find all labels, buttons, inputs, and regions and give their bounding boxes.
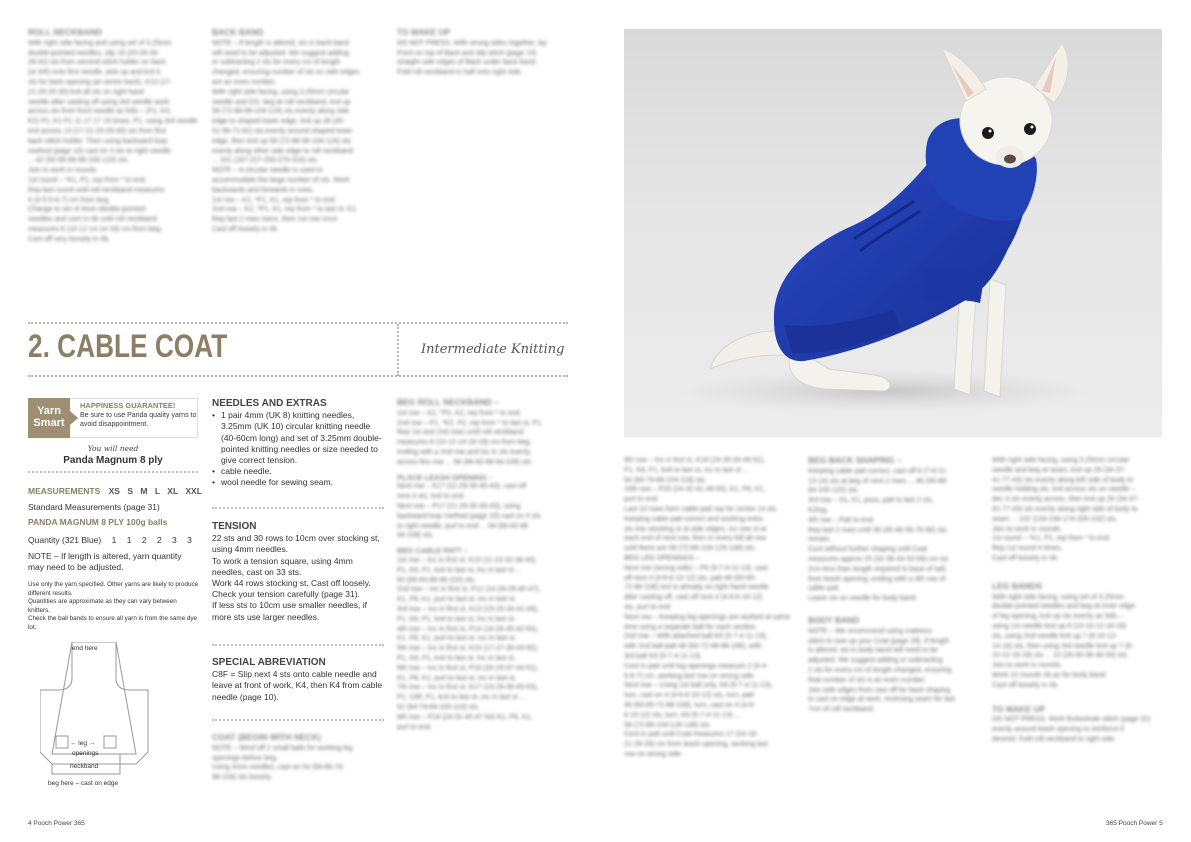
text-line: using 1st needle knit up 8 (10-10-12-16-18) <box>992 622 1127 630</box>
text-line: needles and cont in rib until roll neckband <box>28 216 157 224</box>
leash-heading: PLACE LEASH OPENING – <box>397 472 493 482</box>
roll-neckband-section <box>28 28 200 245</box>
quantity-l: 2 <box>156 535 162 545</box>
text-line: evenly along other side edge to roll neckband <box>212 147 353 155</box>
size-xs: XS <box>108 486 120 496</box>
diagram-openings: openings <box>72 750 99 757</box>
text-line: is altered, sts in body band will need to be <box>808 647 938 655</box>
text-line: With right side facing and using set of 3.25mm <box>28 39 172 47</box>
back-shaping-section <box>808 456 980 715</box>
text-line: K2) P1, K1 P1 11 17 17 19 times. P1, using 3rd needle <box>28 118 198 126</box>
text-line: 1st row – Inc in first st, K10 (11-23-32-38-40), <box>397 556 538 564</box>
text-line: Keeping cable patt correct and working extra <box>624 515 763 523</box>
text-line: turn, cast on 4 (4-6-6-10-12) sts, turn, patt <box>624 692 754 700</box>
back-shaping-heading: BEG BACK SHAPING – <box>808 455 902 465</box>
text-line: 14-16) sts, then using 3rd needle knit up 7 (8- <box>992 642 1134 650</box>
text-line: Cont in patt until Coat measures 17 (24-18- <box>624 731 759 739</box>
text-line: 84-100-120) sts. <box>808 487 859 495</box>
text-line: Cast off very loosely in rib. <box>28 235 110 243</box>
tension-text-3: Work 44 rows stocking st. Cast off loosely. <box>212 578 371 589</box>
text-line: after casting off, cast off next 4 (4-6-6-10-12) <box>624 594 763 602</box>
text-line: P1, C8F, P1, knit to last st, inc in last st ... <box>397 694 526 702</box>
coat-diagram <box>40 642 200 792</box>
body-band-text <box>808 627 980 715</box>
body-band-cont-text <box>992 456 1164 564</box>
text-line: Next row (wrong side) – P6 (5-7-4-11-13), cast <box>624 564 768 572</box>
text-line: 98-104) sts loosely. <box>212 774 273 782</box>
text-line: purl to end. <box>624 496 660 504</box>
quantity-xl: 3 <box>172 535 177 545</box>
to-make-up-text <box>397 39 569 78</box>
body-band-heading: BODY BAND <box>808 614 860 625</box>
text-line: Keeping cable patt correct, cast off 6 (7-8-11- <box>808 467 948 475</box>
text-line: Join to work in rounds. <box>992 662 1063 670</box>
text-line: DO NOT PRESS. With wrong sides together, lay <box>397 39 548 47</box>
text-line: Join to work in rounds. <box>28 167 99 175</box>
tension-section <box>212 521 384 623</box>
diagram-leg-openings: ← leg → <box>70 740 96 747</box>
text-line: Rep last 2 rows twice, then 1st row once. <box>212 216 340 224</box>
back-band-text <box>212 39 384 235</box>
needles-separator <box>212 507 384 509</box>
text-line: Join side edges from cast off for back shaping <box>808 686 951 694</box>
text-line: 1st round – *K1, P1, rep from * to end. <box>28 176 147 184</box>
text-line: 1st row – K1, *P1, K1, rep from * to end. <box>212 196 337 204</box>
yarn-smart-line2: Smart <box>33 417 65 429</box>
text-line: measures 8 (10-12-14-16-18) cm from beg, <box>397 439 532 447</box>
leg-opening-right <box>104 736 116 748</box>
text-line: dec 4 sts evenly across, then knit up 26 (34-37- <box>992 496 1140 504</box>
text-line: P1, K8, P1, knit to last st, inc in last st ... <box>397 566 522 574</box>
needles-item-2: • cable needle. <box>212 466 384 477</box>
to-make-up-section <box>397 28 569 78</box>
yarn-note-3: Check the ball bands to ensure all yarn is from the same dye lot. <box>28 615 198 631</box>
text-line: 2 sts for every cm of length changed, ensuring <box>808 666 952 674</box>
text-line: 2nd row – With attached ball K6 (5-7-4-11-13), <box>624 633 768 641</box>
text-line: measures 8 (10-12-14-14-16) cm from beg. <box>28 225 163 233</box>
back-band-section <box>212 28 384 235</box>
happiness-guarantee <box>80 401 198 430</box>
needles-heading: NEEDLES AND EXTRAS <box>212 398 327 409</box>
text-line: BEG LEG OPENINGS – <box>624 554 700 562</box>
text-line: to right needle, purl to end ... 58 (66-82-86 <box>397 522 529 530</box>
text-line: 72-88-108) incl st already on right hand needle <box>624 584 769 592</box>
text-line: 13-14) sts at beg of next 2 rows ... 46 (58-68- <box>808 477 949 485</box>
text-line: purl to end. <box>397 723 433 731</box>
yarn-smart-badge <box>28 398 70 438</box>
text-line: backwards and forwards in rows. <box>212 186 314 194</box>
text-line: needle after casting off using 3rd needle work <box>28 98 170 106</box>
text-line: back stitch holder. Then using backward loop <box>28 137 168 145</box>
size-m: M <box>140 486 148 496</box>
page-title: 2. CABLE COAT <box>28 328 228 364</box>
text-line: Leave sts on needle for body band. <box>808 595 918 603</box>
text-line: K1, P8, K1, purl to last st, inc in last st. <box>397 596 517 604</box>
text-line: Next row – Keeping leg openings are worked at same <box>624 613 791 621</box>
diagram-neckband: neckband <box>70 763 99 770</box>
text-line: stitch to sew up your Coat (page 29). If length <box>808 637 950 645</box>
text-line: across sts from front needle as folls – (P1, K3, <box>28 108 172 116</box>
text-line: from leash opening, ending with a 4th row of <box>808 575 946 583</box>
quantity-s: 1 <box>126 535 132 545</box>
text-line: off next 4 (4-6-6-10-12) sts, patt 46 (60-80- <box>624 574 757 582</box>
leg-bands-heading: LEG BANDS <box>992 580 1043 591</box>
text-line: adjusted. We suggest adding or subtracting <box>808 657 943 665</box>
text-line: NOTE – A circular needle is used to <box>212 167 323 175</box>
title-bottom-rule <box>28 375 568 377</box>
footer-left: 4 Pooch Power 365 <box>28 820 85 827</box>
text-line: K2tog. <box>808 506 829 514</box>
text-line: 54 (66-79-86-104-118) sts. <box>624 476 707 484</box>
size-xxl: XXL <box>185 486 202 496</box>
leg-openings-section <box>624 456 796 760</box>
yarn-separator <box>28 471 198 473</box>
text-line: Next row – P17 (21-29-30-40-43), using <box>397 502 521 510</box>
yarn-note-2: Quantities are approximate as they can vary between knitters. <box>28 598 177 614</box>
special-separator <box>212 719 384 721</box>
leg-openings-text <box>624 456 796 760</box>
cable-heading: BEG CABLE PATT – <box>397 546 468 556</box>
text-line: double-pointed needles and beg at inner edge <box>992 603 1135 611</box>
text-line: double-pointed needles, slip 16 (20-26-26- <box>28 49 160 57</box>
text-line: needle holding sts, knit across sts on needle – <box>992 486 1136 494</box>
make-up-heading: TO MAKE UP <box>992 703 1046 714</box>
tension-text-2: To work a tension square, using 4mm needles, cast on 33 sts. <box>212 555 353 577</box>
text-line: 3rd row – S1, K1, psso, patt to last 2 sts, <box>808 497 934 505</box>
text-line: final number of sts is an even number. <box>808 676 927 684</box>
text-line: ending with a 2nd row and inc in sts evenly <box>397 448 531 456</box>
special-section <box>212 657 384 703</box>
roll-neckband-text <box>28 39 200 245</box>
text-line: Cast off loosely in rib. <box>212 225 279 233</box>
roll-neckband-heading: ROLL NECKBAND <box>28 27 102 37</box>
measurements-label: MEASUREMENTS <box>28 486 101 496</box>
text-line: with 2nd ball patt 48 (60-72-98-88-108), with <box>624 643 762 651</box>
text-line: will need to be adjusted. We suggest adding <box>212 49 349 57</box>
text-line: next 4 sts, knit to end. <box>397 493 466 501</box>
quantity-xxl: 3 <box>187 535 192 545</box>
text-line: 10-12-16-18) sts ... 22 (26-30-36-46-54) sts. <box>992 652 1129 660</box>
text-line: Cast off loosely in rib. <box>992 554 1059 562</box>
text-line: Fold roll neckband in half onto right side. <box>397 69 523 77</box>
text-line: Using 4mm needles, cast on 54 (66-86-76- <box>212 764 345 772</box>
needles-section <box>212 398 384 489</box>
text-line: remain. <box>808 536 832 544</box>
yarn-smart-line1: Yarn <box>37 405 61 417</box>
text-line: across this row ... 58 (66-82-86-94-108) sts. <box>397 458 533 466</box>
text-line: straight side edges of Back under back band. <box>397 59 538 67</box>
coat-heading: COAT (BEGIN WITH NECK) <box>212 732 321 742</box>
tension-text-4: Check your tension carefully (page 31). <box>212 589 360 600</box>
text-line: 10th row – P20 (24-32-41-48-55), K1, P8, K1, <box>624 486 766 494</box>
neckband-heading: BEG ROLL NECKBAND – <box>397 397 499 407</box>
text-line: 6-10-12) sts, turn, K6 (5-7-4-11-13) ... <box>624 711 741 719</box>
text-line: 6th row – Inc in first st, P16 (20-29-37-44-51), <box>397 664 539 672</box>
text-line: 41-77-43) sts evenly along left side of body to <box>992 476 1134 484</box>
happiness-text: Be sure to use Panda quality yarns to avoid disappointment. <box>80 411 197 428</box>
to-make-up-heading: TO MAKE UP <box>397 27 451 37</box>
text-line: 2cm less than length required to base of tail) <box>808 565 946 573</box>
text-line: or subtracting 2 sts for every cm of length <box>212 59 341 67</box>
text-line: Last 10 rows form cable patt rep for centre 14 sts. <box>624 505 779 513</box>
text-line: time using a separate ball for each section. <box>624 623 758 631</box>
text-line: 46 (60-80-72-88-108), turn, cast on 4 (4-6- <box>624 701 756 709</box>
text-line: Work 10 rounds rib as for body band. <box>992 671 1108 679</box>
dog-photo <box>624 29 1162 437</box>
diagram-end-here: end here <box>72 645 98 652</box>
text-line: Front on top of Back and slip stitch (page 10) <box>397 49 537 57</box>
yarn-note-1: Use only the yarn specified. Other yarns are likely to produce different results. <box>28 581 199 597</box>
text-line: to cast on edge at neck, reversing seam for last <box>808 696 956 704</box>
text-line: method (page 10) cast on 3 sts to right needle <box>28 147 171 155</box>
leg-bands-text <box>992 593 1164 691</box>
text-line: ... 151 (187-227-255-279-316) sts. <box>212 157 319 165</box>
text-line: 51-56-71-81) sts evenly around shaped lower <box>212 127 353 135</box>
size-xl: XL <box>167 486 179 496</box>
text-line: 2nd row – Inc in first st, P12 (14-29-29-40-47), <box>397 586 541 594</box>
leg-bands-section <box>992 456 1164 745</box>
size-s: S <box>127 486 134 496</box>
text-line: measures approx 25 (32-36-43-53-56) cm (or <box>808 555 949 563</box>
text-line: needle and beg at seam, knit up 26 (34-37- <box>992 466 1126 474</box>
text-line: P1, K8, P1, knit to last st, inc in last st ... <box>624 466 749 474</box>
text-line: Rep 1st and 2nd rows until roll neckband <box>397 429 524 437</box>
text-line: 21-28-26) cm from leash opening, working last <box>624 741 768 749</box>
cable-patt-section <box>397 398 569 732</box>
text-line: 2nd row – K2, *P1, K1, rep from * to last st, K1. <box>212 206 358 214</box>
quantity-label: Quantity (321 Blue) <box>28 535 102 545</box>
text-line: With right side facing, using set of 3.25mm <box>992 593 1124 601</box>
text-line: each end of next row, then in every foll alt row <box>624 535 767 543</box>
leg-opening-left <box>56 736 68 748</box>
text-line: of leg opening, knit up sts evenly as folls – <box>992 613 1124 621</box>
quantity-xs: 1 <box>111 535 117 545</box>
text-line: 9th row – Inc in first st, K18 (24-30-34-46-52), <box>624 457 766 464</box>
text-line: accommodate the large number of sts. Work <box>212 176 350 184</box>
coat-section <box>212 733 384 783</box>
text-line: 4th row – Patt to end. <box>808 516 875 524</box>
text-line: sts into stocking st at side edges, inc one st at <box>624 525 767 533</box>
text-line: 3rd row – Inc in first st, K13 (15-25-34-41-49), <box>397 605 539 613</box>
text-line: desired. Fold roll neckband to right side. <box>992 735 1117 743</box>
text-line: are an even number. <box>212 78 277 86</box>
standard-measurements: Standard Measurements (page 31) <box>28 502 160 512</box>
title-divider <box>397 324 399 376</box>
text-line: K1, P8, K1, purl to last st, inc in last st. <box>397 635 517 643</box>
text-line: edge, then knit up 56 (72-88-96-104-124) sts <box>212 137 351 145</box>
balls-heading: PANDA MAGNUM 8 PLY 100g balls <box>28 517 168 527</box>
text-line: With right side facing, using 3.25mm circular <box>992 457 1130 464</box>
text-line: 5th row – Inc in first st, K15 (17-27-36-43-50), <box>397 645 539 653</box>
text-line: Rep 1st round 4 times. <box>992 545 1063 553</box>
text-line: 7cm of roll neckband. <box>808 706 875 714</box>
measurements-row <box>28 486 202 496</box>
back-shaping-text <box>808 467 980 604</box>
text-line: 4 (4-5-5-6-7) cm from beg. <box>28 196 111 204</box>
text-line: 28-42) sts from second stitch holder on back <box>28 59 166 67</box>
needles-item-1: • 1 pair 4mm (UK 8) knitting needles, 3.25mm (UK 10) circular knitting needle (40-60cm long) and set of 3.25mm double-pointed knitting needles or size needed to give correct tension. <box>212 410 384 466</box>
text-line: Next row – K17 (21-29-30-40-43), cast off <box>397 483 527 491</box>
skill-level: Intermediate Knitting <box>421 342 565 357</box>
text-line: 8th row – P18 (24-31-40-47-54) K1, P8, K1, <box>397 713 533 721</box>
tension-separator <box>212 644 384 646</box>
yarn-notes <box>28 581 200 632</box>
text-line: 21-25-25-30) knit all sts on right hand <box>28 88 144 96</box>
neckband-text <box>397 409 569 468</box>
text-line: Cast off loosely in rib. <box>992 681 1059 689</box>
cable-text <box>397 556 569 732</box>
text-line: 7th row – Inc in first st, K17 (23-29-36-45-53), <box>397 684 539 692</box>
coat-text <box>212 744 384 783</box>
text-line: Cont in patt until leg openings measure 2 (4-4- <box>624 662 768 670</box>
chihuahua-in-sweater-image <box>624 29 1162 437</box>
text-line: 3rd ball K6 (5-7-4-11-13). <box>624 652 703 660</box>
text-line: DO NOT PRESS. Work Buttonhole stitch (page 31) <box>992 716 1151 724</box>
footer-right: 365 Pooch Power 5 <box>1106 820 1163 827</box>
text-line: 52 (64-79-84-100-116) sts. <box>397 703 480 711</box>
quantity-row <box>28 535 192 545</box>
size-l: L <box>154 486 160 496</box>
text-line: (or left) onto first needle, pick up and knit 6 <box>28 69 161 77</box>
text-line: openings before beg. <box>212 754 278 762</box>
text-line: Change to set of 4mm double-pointed <box>28 206 146 214</box>
text-line: sts for back opening (at centre back), K13 (17- <box>28 78 172 86</box>
text-line: 60 (68-84-88-96-110) sts. <box>397 576 476 584</box>
text-line: 1st round – *K1, P1, rep from * to end. <box>992 535 1111 543</box>
text-line: P1, K8, P1, knit to last st, inc in last st. <box>397 654 516 662</box>
text-line: K1, P8, K1, purl to last st, inc in last st. <box>397 674 517 682</box>
text-line: NOTE – If length is altered, sts in back band <box>212 39 349 47</box>
text-line: until there are 58 (72-86-104-126-148) sts. <box>624 545 756 553</box>
tension-text-1: 22 sts and 30 rows to 10cm over stocking st, using 4mm needles. <box>212 533 380 555</box>
text-line: sts, using 2nd needle knit up 7 (8-10-12- <box>992 632 1118 640</box>
text-line: knit across 13 (17-21-25-25-30) sts from first <box>28 127 167 135</box>
text-line: sts, purl to end. <box>624 603 672 611</box>
text-line: Next row – Using 1st ball only, K6 (5-7-4-11-13), <box>624 682 773 690</box>
leash-text <box>397 482 569 541</box>
tension-heading: TENSION <box>212 521 257 532</box>
text-line: ... 42 (50-56-66-88-100-120) sts. <box>28 157 130 165</box>
text-line: needle and CO, beg at roll neckband, knit up <box>212 98 351 106</box>
needles-item-3: • wool needle for sewing seam. <box>212 477 384 488</box>
make-up-text <box>992 715 1164 744</box>
text-line: Cont without further shaping until Coat <box>808 546 928 554</box>
text-line: With right side facing, using 3.25mm circular <box>212 88 350 96</box>
text-line: seam ... 102 (134-158-174-205-232) sts. <box>992 515 1118 523</box>
text-line: 94-108) sts. <box>397 532 434 540</box>
diagram-beg-here: beg here – cast on edge <box>48 780 119 787</box>
you-will-need: You will need <box>87 444 139 453</box>
text-line: 6-8-7) cm, working last row on wrong side. <box>624 672 756 680</box>
text-line: 4th row – Inc in first st, P14 (16-26-35-42-50), <box>397 625 539 633</box>
special-heading: SPECIAL ABREVIATION <box>212 657 326 668</box>
text-line: Rep last round until roll neckband measures <box>28 186 165 194</box>
text-line: 56 (72-88-96-104-124) sts evenly along side <box>212 108 350 116</box>
text-line: cable patt. <box>808 585 841 593</box>
text-line: row on wrong side. <box>624 750 683 758</box>
title-top-rule <box>28 322 568 324</box>
text-line: NOTE – Wind off 2 small balls for working leg <box>212 744 353 752</box>
back-band-heading: BACK BAND <box>212 27 264 37</box>
text-line: backward loop method (page 10) cast on 4 sts <box>397 512 541 520</box>
special-text: C8F = Slip next 4 sts onto cable needle and leave at front of work, K4, then K4 from cable needle (page 10). <box>212 669 383 702</box>
yarn-name: Panda Magnum 8 ply <box>63 455 163 466</box>
text-line: edge to shaped lower edge, knit up 39 (40- <box>212 118 346 126</box>
text-line: 1st row – K2, *P2, K2, rep from * to end. <box>397 409 522 417</box>
text-line: changed, ensuring number of sts on side edges <box>212 69 360 77</box>
text-line: 41-77-43) sts evenly along right side of body to <box>992 505 1138 513</box>
quantity-m: 2 <box>141 535 147 545</box>
text-line: Rep last 2 rows until 36 (40-46-56-76-90) sts <box>808 526 947 534</box>
text-line: 58 (72-86-104-126-148) sts. <box>624 721 712 729</box>
length-note: NOTE – If length is altered, yarn quantity may need to be adjusted. <box>28 551 182 572</box>
text-line: P1, K8, P1, knit to last st, inc in last st. <box>397 615 516 623</box>
happiness-heading: HAPPINESS GUARANTEE! <box>80 401 176 410</box>
text-line: 2nd row – P1, *K2, P2, rep from * to last st, P1. <box>397 419 543 427</box>
tension-text-5: If less sts to 10cm use smaller needles, if more sts use larger needles. <box>212 600 367 622</box>
text-line: NOTE – We recommend using mattress <box>808 627 932 635</box>
text-line: evenly around leash opening to reinforce if <box>992 726 1124 734</box>
text-line: Join to work in rounds. <box>992 525 1063 533</box>
